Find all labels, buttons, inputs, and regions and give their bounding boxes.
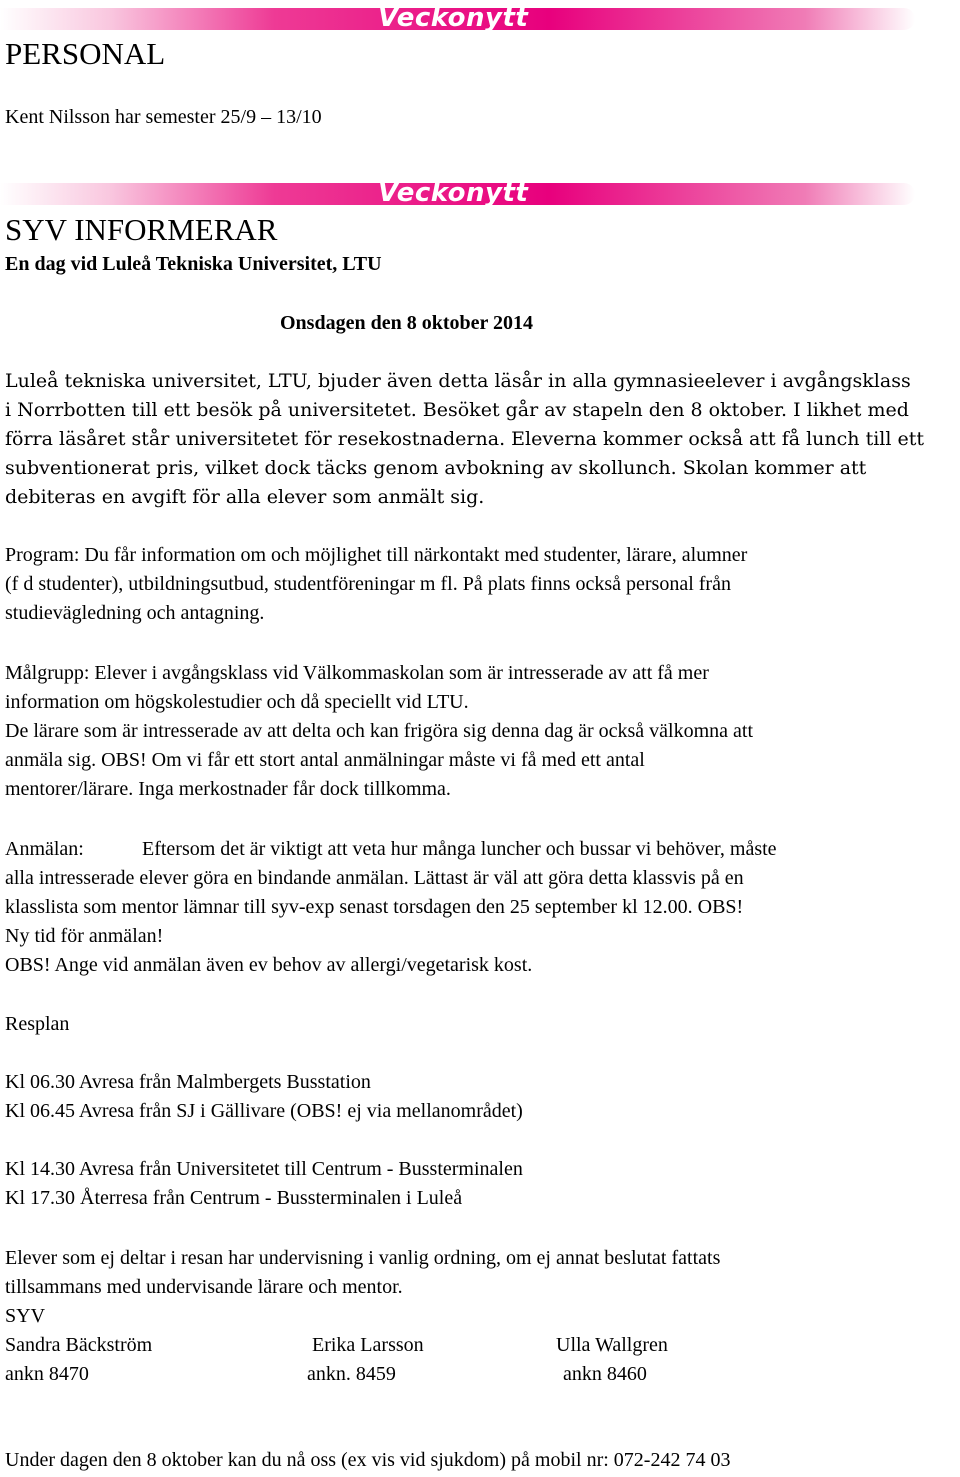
anmalan-line: klasslista som mentor lämnar till syv-exp senast torsdagen den 25 september kl 12.00. OBS! bbox=[5, 896, 744, 918]
contact-erika bbox=[307, 1331, 424, 1389]
contact-name: Sandra Bäckström bbox=[5, 1334, 153, 1356]
malgrupp-line: information om högskolestudier och då speciellt vid LTU. bbox=[5, 691, 469, 713]
intro-line: subventionerat pris, vilket dock täcks genom avbokning av skollunch. Skolan kommer att bbox=[5, 457, 867, 479]
closing-line: Elever som ej deltar i resan har undervisning i vanlig ordning, om ej annat beslutat fattats bbox=[5, 1247, 721, 1269]
contact-ext: ankn 8470 bbox=[5, 1363, 89, 1385]
footer-note: Under dagen den 8 oktober kan du nå oss (ex vis vid sjukdom) på mobil nr: 072-242 74 03 bbox=[5, 1449, 731, 1471]
signature-label: SYV bbox=[5, 1305, 46, 1327]
veckonytt-banner-mid bbox=[0, 177, 915, 209]
veckonytt-banner-top bbox=[0, 2, 915, 34]
anmalan-line: Eftersom det är viktigt att veta hur många luncher och bussar vi behöver, måste bbox=[142, 838, 777, 860]
personal-heading: PERSONAL bbox=[5, 36, 166, 71]
intro-line: Luleå tekniska universitet, LTU, bjuder även detta läsår in alla gymnasieelever i avgångsklass bbox=[5, 370, 911, 392]
resplan-line: Kl 17.30 Återresa från Centrum - Bussterminalen i Luleå bbox=[5, 1187, 463, 1209]
program-line: (f d studenter), utbildningsutbud, studentföreningar m fl. På plats finns också personal från bbox=[5, 573, 731, 595]
anmalan-paragraph bbox=[5, 835, 777, 980]
contact-name: Erika Larsson bbox=[312, 1334, 424, 1356]
event-date: Onsdagen den 8 oktober 2014 bbox=[280, 312, 534, 334]
resplan-line: Kl 14.30 Avresa från Universitetet till Centrum - Bussterminalen bbox=[5, 1158, 523, 1180]
resplan-heading: Resplan bbox=[5, 1013, 70, 1035]
malgrupp-paragraph bbox=[5, 659, 753, 804]
resplan-departures bbox=[5, 1068, 523, 1126]
intro-line: debiteras en avgift för alla elever som anmält sig. bbox=[5, 486, 485, 508]
contact-ext: ankn 8460 bbox=[563, 1363, 647, 1385]
anmalan-label: Anmälan: bbox=[5, 838, 84, 860]
anmalan-line: alla intresserade elever göra en bindande anmälan. Lättast är väl att göra detta klassvis på en bbox=[5, 867, 744, 889]
personal-text: Kent Nilsson har semester 25/9 – 13/10 bbox=[5, 106, 322, 128]
resplan-line: Kl 06.45 Avresa från SJ i Gällivare (OBS! ej via mellanområdet) bbox=[5, 1100, 523, 1122]
resplan-returns bbox=[5, 1155, 523, 1213]
malgrupp-line: anmäla sig. OBS! Om vi får ett stort antal anmälningar måste vi få med ett antal bbox=[5, 749, 645, 771]
anmalan-line: Ny tid för anmälan! bbox=[5, 925, 164, 947]
syv-heading: SYV INFORMERAR bbox=[5, 212, 278, 247]
contact-name: Ulla Wallgren bbox=[556, 1334, 668, 1356]
intro-line: förra läsåret står universitetet för resekostnaderna. Eleverna kommer också att få lunch till ett bbox=[5, 428, 924, 450]
contact-sandra bbox=[5, 1331, 152, 1389]
contact-ulla bbox=[556, 1331, 668, 1389]
contact-ext: ankn. 8459 bbox=[307, 1363, 396, 1385]
anmalan-line: OBS! Ange vid anmälan även ev behov av allergi/vegetarisk kost. bbox=[5, 954, 533, 976]
banner-title: Veckonytt bbox=[378, 3, 529, 33]
malgrupp-line: De lärare som är intresserade av att delta och kan frigöra sig denna dag är också välkomna att bbox=[5, 720, 754, 742]
banner-title: Veckonytt bbox=[378, 178, 529, 208]
resplan-line: Kl 06.30 Avresa från Malmbergets Busstation bbox=[5, 1071, 371, 1093]
intro-line: i Norrbotten till ett besök på universitetet. Besöket går av stapeln den 8 oktober. I likhet med bbox=[5, 399, 909, 421]
intro-paragraph bbox=[5, 367, 924, 512]
closing-paragraph bbox=[5, 1244, 720, 1331]
anmalan-first-line bbox=[5, 835, 777, 864]
program-line: studievägledning och antagning. bbox=[5, 602, 265, 624]
malgrupp-line: mentorer/lärare. Inga merkostnader får dock tillkomma. bbox=[5, 778, 451, 800]
program-line: Program: Du får information om och möjlighet till närkontakt med studenter, lärare, alumner bbox=[5, 544, 748, 566]
malgrupp-line: Målgrupp: Elever i avgångsklass vid Välkommaskolan som är intresserade av att få mer bbox=[5, 662, 709, 684]
closing-line: tillsammans med undervisande lärare och mentor. bbox=[5, 1276, 403, 1298]
syv-subheading: En dag vid Luleå Tekniska Universitet, LTU bbox=[5, 253, 382, 275]
program-paragraph bbox=[5, 541, 747, 628]
